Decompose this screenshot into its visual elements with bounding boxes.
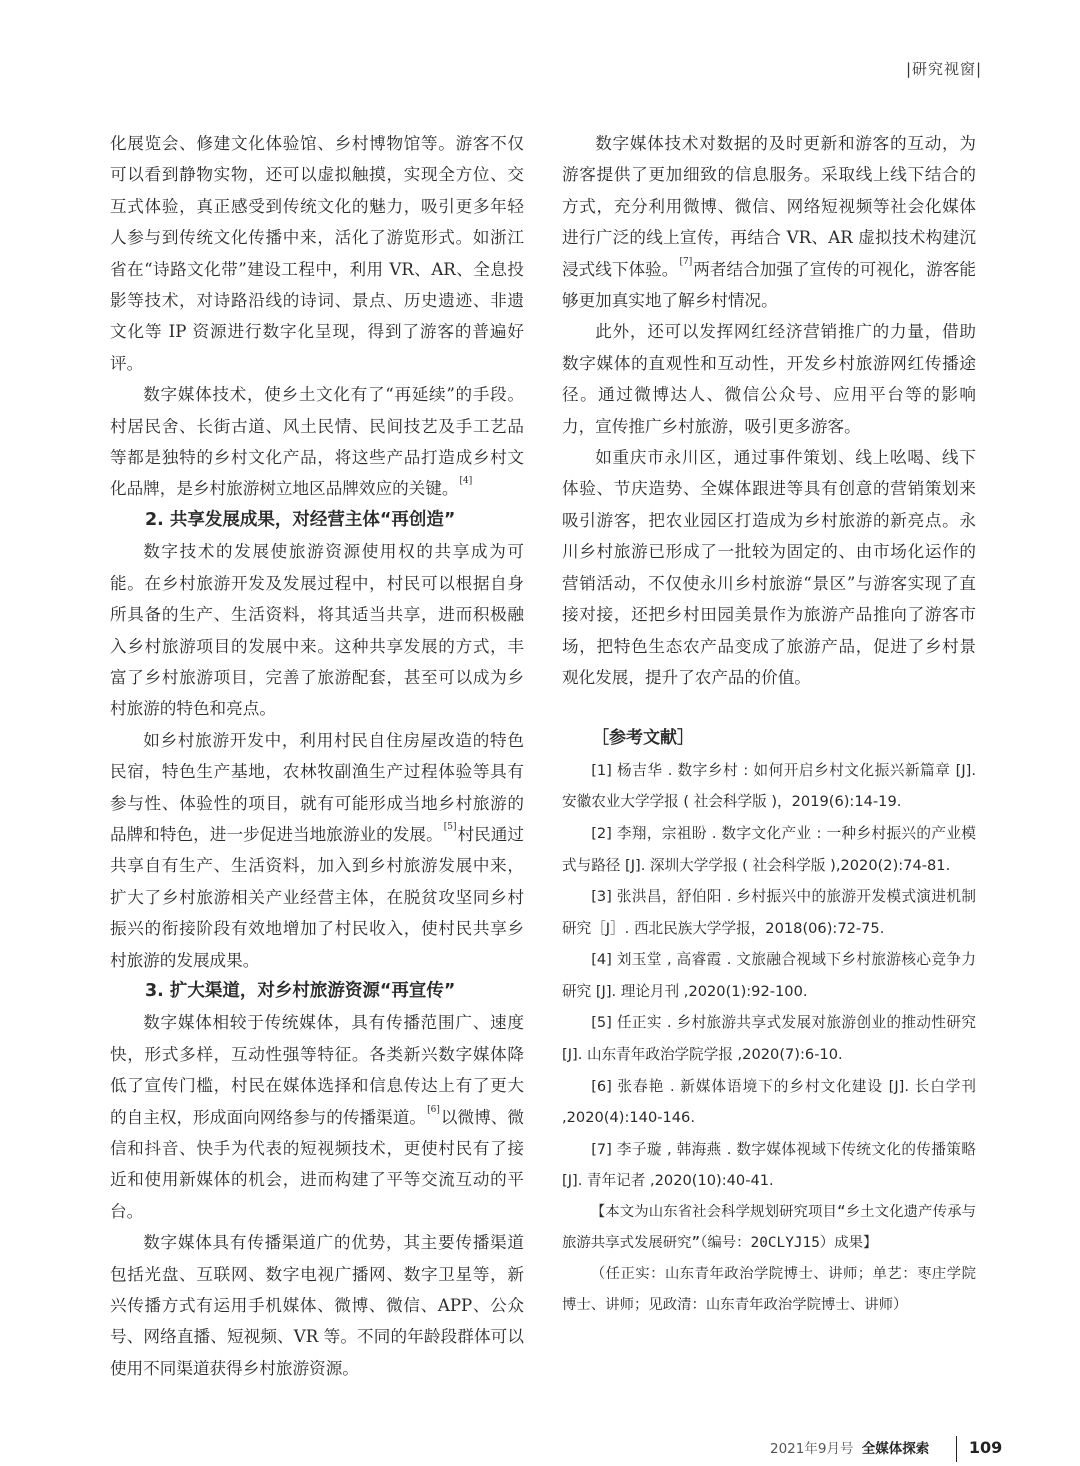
left-column <box>110 128 524 1384</box>
reference-item: [6] 张春艳 . 新媒体语境下的乡村文化建设 [J]. 长白学刊 ,2020(4):140-146. <box>562 1077 976 1127</box>
page-footer <box>770 1436 1002 1462</box>
paragraph: 如重庆市永川区，通过事件策划、线上吆喝、线下体验、节庆造势、全媒体跟进等具有创意的营销策划来吸引游客，把农业园区打造成为乡村旅游的新亮点。永川乡村旅游已形成了一批较为固定的、由市场化运作的营销活动，不仅使永川乡村旅游“景区”与游客实现了直接对接，还把乡村田园美景作为旅游产品推向了游客市场，把特色生态农产品变成了旅游产品，促进了乡村景观化发展，提升了农产品的价值。 <box>562 448 976 687</box>
paragraph: 数字技术的发展使旅游资源使用权的共享成为可能。在乡村旅游开发及发展过程中，村民可以根据自身所具备的生产、生活资料，将其适当共享，进而积极融入乡村旅游项目的发展中来。这种共享发展的方式，丰富了乡村旅游项目，完善了旅游配套，甚至可以成为乡村旅游的特色和亮点。 <box>110 542 524 719</box>
reference-item: [5] 任正实 . 乡村旅游共享式发展对旅游创业的推动性研究 [J]. 山东青年政治学院学报 ,2020(7):6-10. <box>562 1014 976 1064</box>
paragraph: 数字媒体技术，使乡土文化有了“再延续”的手段。村居民舍、长街古道、风土民情、民间技艺及手工艺品等都是独特的乡村文化产品，将这些产品打造成乡村文化品牌，是乡村旅游树立地区品牌效应的关键。[4] <box>110 385 524 499</box>
citation: [6] <box>427 1104 440 1115</box>
citation: [4] <box>459 476 473 487</box>
section-heading: 3. 扩大渠道，对乡村旅游资源“再宣传” <box>145 980 456 1001</box>
reference-item: [7] 李子璇 , 韩海燕 . 数字媒体视域下传统文化的传播策略 [J]. 青年记者 ,2020(10):40-41. <box>562 1140 976 1190</box>
paragraph: 此外，还可以发挥网红经济营销推广的力量，借助数字媒体的直观性和互动性，开发乡村旅游网红传播途径。通过微博达人、微信公众号、应用平台等的影响力，宣传推广乡村旅游，吸引更多游客。 <box>562 322 976 436</box>
issue-date: 2021年9月号 <box>770 1441 854 1457</box>
citation: [7] <box>679 256 693 267</box>
reference-item: [1] 杨吉华 . 数字乡村 : 如何开启乡村文化振兴新篇章 [J]. 安徽农业大学学报 ( 社会科学版 )，2019(6):14-19. <box>562 761 976 811</box>
footer-divider <box>956 1436 957 1462</box>
paragraph: 如乡村旅游开发中，利用村民自住房屋改造的特色民宿，特色生产基地，农林牧副渔生产过程体验等具有参与性、体验性的项目，就有可能形成当地乡村旅游的品牌和特色，进一步促进当地旅游业的发展。[5]村民通过共享自有生产、生活资料，加入到乡村旅游发展中来，扩大了乡村旅游相关产业经营主体，在脱贫攻坚同乡村振兴的衔接阶段有效地增加了村民收入，使村民共享乡村旅游的发展成果。 <box>110 730 525 970</box>
page-number: 109 <box>968 1438 1003 1457</box>
right-column <box>562 128 976 1321</box>
paragraph: 数字媒体技术对数据的及时更新和游客的互动，为游客提供了更加细致的信息服务。采取线上线下结合的方式，充分利用微博、微信、网络短视频等社会化媒体进行广泛的线上宣传，再结合 VR、AR 虚拟技术构建沉浸式线下体验。[7]两者结合加强了宣传的可视化，游客能够更加真实地了解乡村情况。 <box>562 134 977 311</box>
reference-item: [4] 刘玉堂 , 高睿霞 . 文旅融合视域下乡村旅游核心竞争力研究 [J]. 理论月刊 ,2020(1):92-100. <box>562 951 976 1000</box>
reference-item: [3] 张洪昌，舒伯阳 . 乡村振兴中的旅游开发模式演进机制研究［J］. 西北民族大学学报，2018(06):72-75. <box>562 888 976 937</box>
author-info: （任正实：山东青年政治学院博士、讲师；单艺：枣庄学院博士、讲师；见政清：山东青年政治学院博士、讲师） <box>562 1266 976 1314</box>
paragraph: 数字媒体具有传播渠道广的优势，其主要传播渠道包括光盘、互联网、数字电视广播网、数字卫星等，新兴传播方式有运用手机媒体、微博、微信、APP、公众号、网络直播、短视频、VR 等。不同的年龄段群体可以使用不同渠道获得乡村旅游资源。 <box>110 1233 524 1378</box>
section-tag: |研究视窗| <box>906 60 983 78</box>
section-heading: 2. 共享发展成果，对经营主体“再创造” <box>145 509 456 530</box>
paragraph: 数字媒体相较于传统媒体，具有传播范围广、速度快，形式多样，互动性强等特征。各类新兴数字媒体降低了宣传门槛，村民在媒体选择和信息传达上有了更大的自主权，形成面向网络参与的传播渠道。[6]以微博、微信和抖音、快手为代表的短视频技术，更使村民有了接近和使用新媒体的机会，进而构建了平等交流互动的平台。 <box>110 1013 525 1221</box>
paragraph: 化展览会、修建文化体验馆、乡村博物馆等。游客不仅可以看到静物实物，还可以虚拟触摸，实现全方位、交互式体验，真正感受到传统文化的魅力，吸引更多年轻人参与到传统文化传播中来，活化了游览形式。如浙江省在“诗路文化带”建设工程中，利用 VR、AR、全息投影等技术，对诗路沿线的诗词、景点、历史遗迹、非遗文化等 IP 资源进行数字化呈现，得到了游客的普遍好评。 <box>110 134 524 373</box>
references-list <box>562 755 976 1197</box>
references-title: ［参考文献］ <box>592 728 694 749</box>
funding-note: 【本文为山东省社会科学规划研究项目“乡土文化遗产传承与旅游共享式发展研究”（编号：20CLYJ15）成果】 <box>562 1204 976 1252</box>
magazine-name: 全媒体探索 <box>861 1441 930 1457</box>
citation: [5] <box>443 821 457 832</box>
reference-item: [2] 李翔，宗祖盼 . 数字文化产业 : 一种乡村振兴的产业模式与路径 [J]. 深圳大学学报 ( 社会科学版 ),2020(2):74-81. <box>562 824 976 874</box>
